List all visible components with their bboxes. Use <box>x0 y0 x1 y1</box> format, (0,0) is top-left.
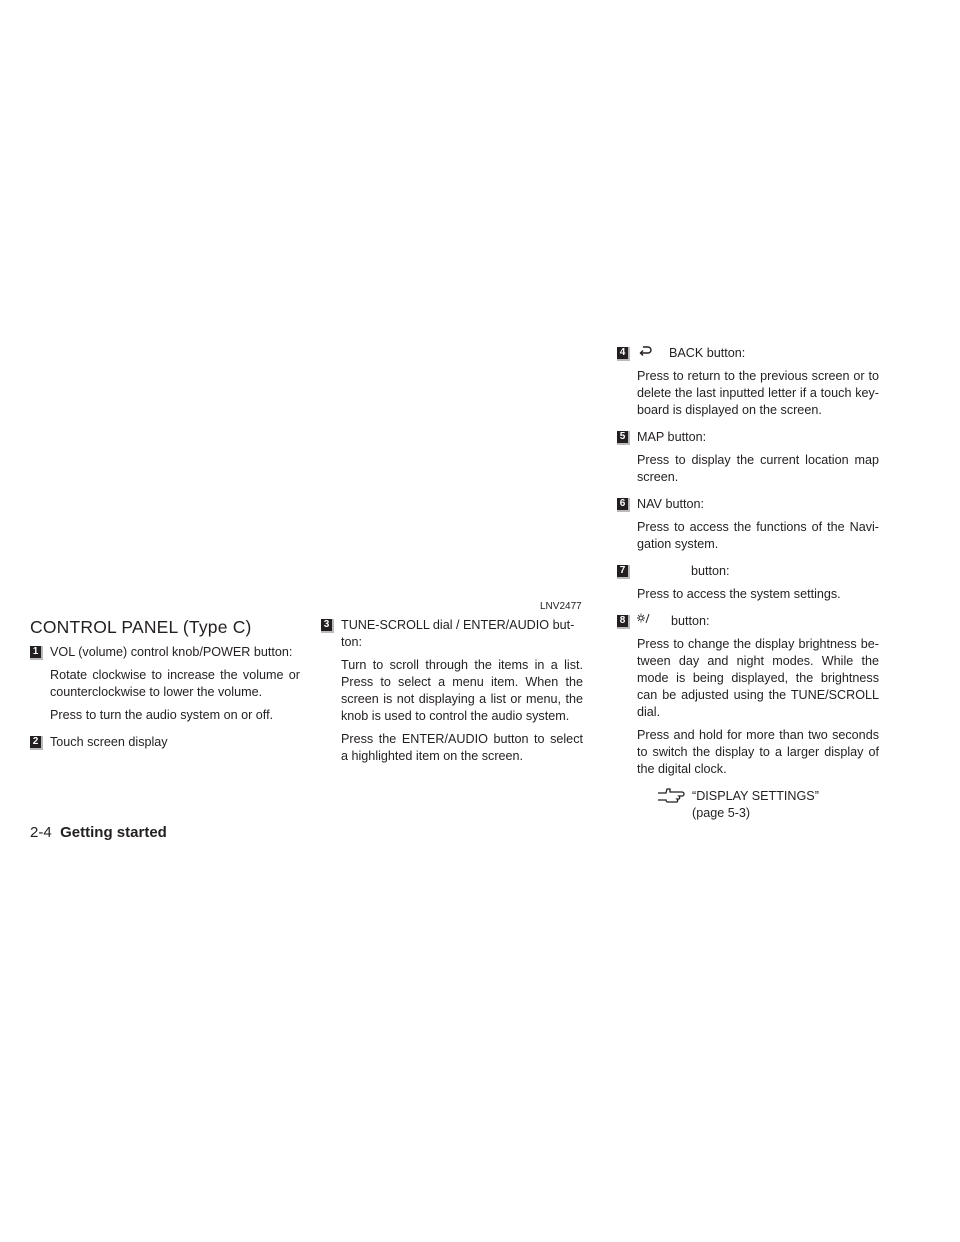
item-number-badge: 1 <box>30 646 43 660</box>
item-paragraph: Press and hold for more than two seconds to switch the display to a larger display of the digital clock. <box>637 728 879 777</box>
reference-title: “DISPLAY SETTINGS” <box>692 789 819 804</box>
item-number-badge: 4 <box>617 347 630 361</box>
item-paragraph: Rotate clockwise to increase the volume or counterclockwise to lower the volume. <box>50 668 300 699</box>
column-2 <box>321 617 583 765</box>
item-paragraph: Press to access the functions of the Navi-gation system. <box>637 520 879 552</box>
item-8 <box>617 613 879 778</box>
item-paragraph: Press to display the current location map screen. <box>637 453 879 485</box>
item-title: button: <box>691 564 730 579</box>
section-heading: CONTROL PANEL (Type C) <box>30 617 252 637</box>
reference-hand-icon <box>657 786 687 811</box>
item-title: button: <box>671 614 710 629</box>
item-paragraph: Press to turn the audio system on or off. <box>50 708 274 722</box>
column-1 <box>30 619 300 751</box>
item-title: VOL (volume) control knob/POWER button: <box>50 645 293 659</box>
item-paragraph: Turn to scroll through the items in a list. Press to select a menu item. When the screen is not displaying a list or menu, the knob is used to control the audio system. <box>341 658 583 723</box>
item-title: NAV button: <box>637 497 704 512</box>
item-3 <box>321 617 583 765</box>
item-number-badge: 5 <box>617 431 630 445</box>
item-7 <box>617 563 879 603</box>
column-3 <box>617 345 879 822</box>
item-paragraph: Press the ENTER/AUDIO button to select a highlighted item on the screen. <box>341 732 583 763</box>
item-paragraph: Press to access the system settings. <box>637 587 841 602</box>
item-number-badge: 6 <box>617 498 630 512</box>
reference-page: (page 5-3) <box>692 806 751 821</box>
item-1 <box>30 644 300 724</box>
item-4 <box>617 345 879 419</box>
reference-note <box>617 788 879 822</box>
item-number-badge: 7 <box>617 565 630 579</box>
item-title: TUNE-SCROLL dial / ENTER/AUDIO but-ton: <box>341 618 575 649</box>
page-footer <box>30 824 167 842</box>
item-2 <box>30 734 300 751</box>
item-title: Touch screen display <box>50 735 168 749</box>
item-paragraph: Press to return to the previous screen or to delete the last inputted letter if a touch key-board is displayed on the screen. <box>637 369 879 418</box>
item-number-badge: 8 <box>617 615 630 629</box>
back-arrow-icon <box>639 345 653 362</box>
item-number-badge: 3 <box>321 619 334 633</box>
item-number-badge: 2 <box>30 736 43 750</box>
item-title: MAP button: <box>637 430 707 445</box>
item-paragraph: Press to change the display brightness be-tween day and night modes. While the mode is being displayed, the brightness can be adjusted using the TUNE/SCROLL dial. <box>637 637 879 720</box>
page-number: 2-4 <box>30 824 52 841</box>
day-night-icon <box>637 613 659 630</box>
figure-code: LNV2477 <box>540 601 582 612</box>
section-title: Getting started <box>60 824 167 841</box>
item-6 <box>617 496 879 553</box>
item-5 <box>617 429 879 486</box>
item-title: BACK button: <box>669 346 746 360</box>
